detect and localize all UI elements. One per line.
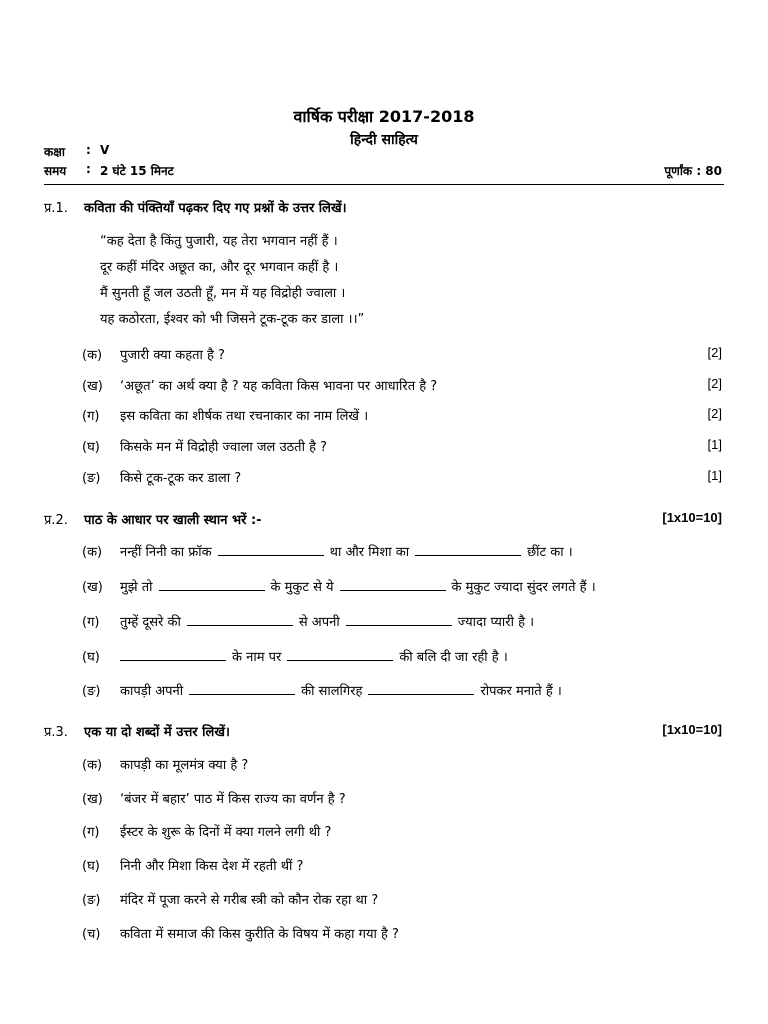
time-label: समय xyxy=(44,164,67,178)
time-info xyxy=(44,162,174,179)
item-label: (ङ) xyxy=(82,893,101,908)
total-marks: पूर्णांक : 80 xyxy=(664,164,722,178)
item-part: नन्हीं निनी का फ्रॉक xyxy=(120,545,212,560)
item-text: कविता में समाज की किस कुरीति के विषय में कहा गया है ? xyxy=(120,927,399,942)
q1-item xyxy=(82,376,722,394)
item-label: (ग) xyxy=(82,825,100,840)
q3-item xyxy=(82,789,722,807)
q3-title: एक या दो शब्दों में उत्तर लिखें। xyxy=(84,725,230,740)
q3-item xyxy=(82,890,722,908)
item-part: से अपनी xyxy=(298,615,340,630)
answer-blank[interactable] xyxy=(287,648,393,661)
item-label: (ङ) xyxy=(82,684,101,699)
q1-item xyxy=(82,406,722,424)
item-part: छींट का । xyxy=(527,545,573,560)
item-text: इस कविता का शीर्षक तथा रचनाकार का नाम लिखें । xyxy=(120,409,369,424)
q3-heading xyxy=(44,722,722,740)
item-text: किसके मन में विद्रोही ज्वाला जल उठती है ? xyxy=(120,440,328,455)
item-label: (क) xyxy=(82,348,103,363)
item-text: मंदिर में पूजा करने से गरीब स्त्री को कौन रोक रहा था ? xyxy=(120,893,379,908)
class-separator: : xyxy=(86,143,91,157)
item-marks: [1] xyxy=(707,437,722,452)
item-text xyxy=(120,647,722,665)
item-marks: [2] xyxy=(707,406,722,421)
item-text xyxy=(120,577,722,595)
header-divider xyxy=(44,184,724,185)
item-label: (ख) xyxy=(82,580,103,595)
poem-block xyxy=(100,229,364,333)
answer-blank[interactable] xyxy=(218,543,324,556)
q1-title: कविता की पंक्तियाँ पढ़कर दिए गए प्रश्नों के उत्तर लिखें। xyxy=(84,201,347,216)
q2-number: प्र.2. xyxy=(44,513,68,528)
exam-title: वार्षिक परीक्षा 2017-2018 xyxy=(293,107,475,126)
q2-title: पाठ के आधार पर खाली स्थान भरें :- xyxy=(84,513,262,528)
item-text: निनी और मिशा किस देश में रहती थीं ? xyxy=(120,859,304,874)
class-label: कक्षा xyxy=(44,145,65,159)
item-text: ‘अछूत’ का अर्थ क्या है ? यह कविता किस भावना पर आधारित है ? xyxy=(120,379,438,394)
item-part: के मुकुट ज्यादा सुंदर लगते हैं । xyxy=(451,580,596,595)
item-part: रोपकर मनाते हैं । xyxy=(480,684,562,699)
q3-item xyxy=(82,924,722,942)
q2-marks: [1x10=10] xyxy=(662,510,722,525)
poem-line: यह कठोरता, ईश्वर को भी जिसने टूक-टूक कर डाला ।।” xyxy=(100,312,365,327)
q3-marks: [1x10=10] xyxy=(662,722,722,737)
item-marks: [1] xyxy=(707,468,722,483)
item-part: मुझे तो xyxy=(120,580,153,595)
q2-item xyxy=(82,612,722,630)
q3-number: प्र.3. xyxy=(44,725,68,740)
answer-blank[interactable] xyxy=(120,648,226,661)
item-part: के मुकुट से ये xyxy=(270,580,334,595)
item-label: (घ) xyxy=(82,859,100,874)
item-part: की सालगिरह xyxy=(301,684,363,699)
item-part: ज्यादा प्यारी है । xyxy=(457,615,535,630)
item-label: (क) xyxy=(82,545,103,560)
answer-blank[interactable] xyxy=(159,578,265,591)
poem-line: मैं सुनती हूँ जल उठती हूँ, मन में यह विद्रोही ज्वाला । xyxy=(100,286,346,301)
item-label: (ख) xyxy=(82,792,103,807)
item-text: ईस्टर के शुरू के दिनों में क्या गलने लगी थी ? xyxy=(120,825,332,840)
q1-heading xyxy=(44,198,722,216)
item-marks: [2] xyxy=(707,376,722,391)
item-part: था और मिशा का xyxy=(329,545,410,560)
q2-heading xyxy=(44,510,722,528)
q3-item xyxy=(82,856,722,874)
answer-blank[interactable] xyxy=(340,578,446,591)
item-label: (घ) xyxy=(82,440,100,455)
q1-item xyxy=(82,437,722,455)
q1-number: प्र.1. xyxy=(44,201,68,216)
item-marks: [2] xyxy=(707,345,722,360)
item-text xyxy=(120,542,722,560)
answer-blank[interactable] xyxy=(346,613,452,626)
item-label: (क) xyxy=(82,758,103,773)
q3-item xyxy=(82,755,722,773)
answer-blank[interactable] xyxy=(368,682,474,695)
item-text: ‘बंजर में बहार’ पाठ में किस राज्य का वर्णन है ? xyxy=(120,792,346,807)
q2-item xyxy=(82,647,722,665)
item-label: (घ) xyxy=(82,650,100,665)
poem-line: “कह देता है किंतु पुजारी, यह तेरा भगवान नहीं हैं । xyxy=(100,234,338,249)
item-text xyxy=(120,612,722,630)
item-text xyxy=(120,681,722,699)
q1-item xyxy=(82,345,722,363)
item-part: तुम्हें दूसरे की xyxy=(120,615,181,630)
item-label: (ग) xyxy=(82,615,100,630)
q2-item xyxy=(82,681,722,699)
q3-item xyxy=(82,822,722,840)
answer-blank[interactable] xyxy=(187,613,293,626)
time-separator: : xyxy=(86,162,91,176)
item-label: (ङ) xyxy=(82,471,101,486)
subject-title: हिन्दी साहित्य xyxy=(350,132,418,148)
q2-item xyxy=(82,577,722,595)
item-label: (ख) xyxy=(82,379,103,394)
item-part: की बलि दी जा रही है । xyxy=(399,650,508,665)
q2-item xyxy=(82,542,722,560)
item-text: पुजारी क्या कहता है ? xyxy=(120,348,225,363)
item-part: के नाम पर xyxy=(232,650,282,665)
q1-item xyxy=(82,468,722,486)
answer-blank[interactable] xyxy=(415,543,521,556)
item-label: (ग) xyxy=(82,409,100,424)
item-part: कापड़ी अपनी xyxy=(120,684,184,699)
poem-line: दूर कहीं मंदिर अछूत का, और दूर भगवान कहीं है । xyxy=(100,260,339,275)
class-info xyxy=(44,143,109,160)
item-text: किसे टूक-टूक कर डाला ? xyxy=(120,471,242,486)
answer-blank[interactable] xyxy=(189,682,295,695)
time-value: 2 घंटे 15 मिनट xyxy=(100,164,174,178)
item-text: कापड़ी का मूलमंत्र क्या है ? xyxy=(120,758,249,773)
class-value: V xyxy=(100,143,110,157)
item-label: (च) xyxy=(82,927,101,942)
